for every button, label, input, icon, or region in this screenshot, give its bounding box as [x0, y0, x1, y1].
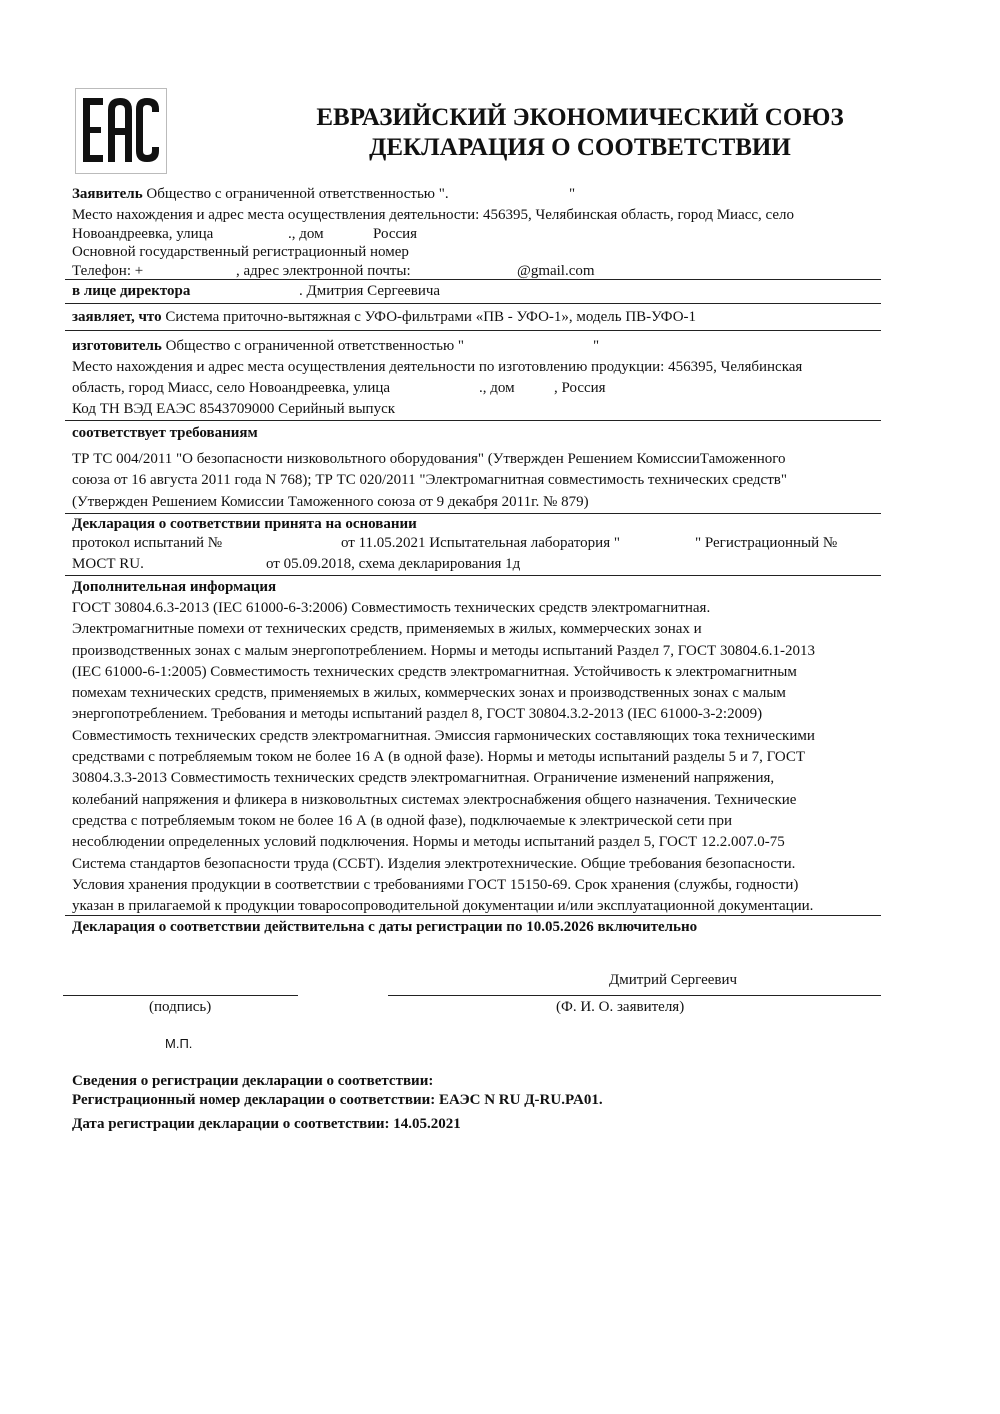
manufacturer-address-line2: область, город Миасс, село Новоандреевка, улица: [72, 380, 391, 396]
additional-label: Дополнительная информация: [72, 579, 277, 595]
document-title: ДЕКЛАРАЦИЯ О СООТВЕТСТВИИ: [369, 134, 791, 161]
additional-line: производственных зонах с малым энергопотреблением. Нормы и методы испытаний Раздел 7, ГОСТ 30804.6.1-2013: [72, 642, 815, 659]
name-caption: (Ф. И. О. заявителя): [556, 999, 685, 1015]
declares-label: заявляет, что: [72, 309, 162, 325]
signer-name: Дмитрий Сергеевич: [609, 972, 738, 988]
applicant-address-house: ., дом: [288, 226, 324, 242]
union-title: ЕВРАЗИЙСКИЙ ЭКОНОМИЧЕСКИЙ СОЮЗ: [316, 104, 844, 131]
representative-label: в лице директора: [72, 283, 191, 299]
applicant-line: [72, 184, 449, 205]
additional-line: колебаний напряжения и фликера в низковольтных системах электроснабжения общего назначения. Технические: [72, 791, 797, 808]
applicant-address-street: Новоандреевка, улица: [72, 226, 214, 242]
registration-heading: Сведения о регистрации декларации о соответствии:: [72, 1073, 434, 1089]
additional-line: средствами с потребляемым током не более 16 А (в одной фазе). Нормы и методы испытаний разделы 5 и 7, ГОСТ: [72, 749, 806, 766]
basis-label: Декларация о соответствии принята на основании: [72, 516, 417, 532]
product-name: Система приточно-вытяжная с УФО-фильтрами «ПВ - УФО-1», модель ПВ-УФО-1: [165, 309, 697, 325]
applicant-label: Заявитель: [72, 186, 143, 202]
basis-protocol: протокол испытаний №: [72, 535, 223, 551]
manufacturer-line: [72, 336, 464, 357]
declares-line: [72, 307, 696, 328]
eac-logo-icon: [75, 88, 167, 174]
eac-logo: [75, 88, 167, 174]
additional-line: (IEC 61000-6-1:2005) Совместимость технических средств электромагнитная. Устойчивость к электромагнитным: [72, 663, 797, 680]
divider: [65, 330, 881, 331]
requirements-label: соответствует требованиям: [72, 425, 258, 441]
applicant-email-label: , адрес электронной почты:: [236, 263, 411, 279]
requirements-line: ТР ТС 004/2011 "О безопасности низковольтного оборудования" (Утвержден Решением КомиссииТаможенного: [72, 451, 786, 467]
stamp-place: М.П.: [165, 1036, 193, 1051]
registration-number: Регистрационный номер декларации о соответствии: ЕАЭС N RU Д-RU.PA01.: [72, 1092, 603, 1108]
manufacturer-address-house: ., дом: [479, 380, 515, 396]
additional-line: 30804.3.3-2013 Совместимость технических средств электромагнитная. Ограничение изменений напряжения,: [72, 770, 775, 787]
applicant-phone-label: Телефон: +: [72, 263, 144, 279]
divider: [65, 420, 881, 421]
requirements-line: (Утвержден Решением Комиссии Таможенного союза от 9 декабря 2011г. № 879): [72, 493, 589, 510]
divider: [65, 303, 881, 304]
additional-line: Система стандартов безопасности труда (ССБТ). Изделия электротехнические. Общие требования безопасности.: [72, 855, 796, 872]
applicant-address-country: Россия: [373, 226, 418, 242]
signature-caption: (подпись): [149, 999, 212, 1015]
additional-line: Электромагнитные помехи от технических средств, применяемых в жилых, коммерческих зонах и: [72, 621, 702, 638]
applicant-name-suffix: ": [569, 186, 576, 202]
additional-line: несоблюдении определенных условий подключения. Нормы и методы испытаний раздел 5, ГОСТ 12.2.007.0-75: [72, 834, 785, 851]
manufacturer-name-suffix: ": [593, 338, 600, 354]
additional-line: Совместимость технических средств электромагнитная. Эмиссия гармонических составляющих тока техническими: [72, 727, 815, 744]
additional-line: энергопотреблением. Требования и методы испытаний раздел 8, ГОСТ 30804.3.2-2013 (IEC 61000-3-2:2009): [72, 706, 763, 723]
basis-protocol-date: от 11.05.2021 Испытательная лаборатория ": [341, 535, 620, 551]
manufacturer-tnved: Код ТН ВЭД ЕАЭС 8543709000 Серийный выпуск: [72, 401, 396, 417]
manufacturer-address-country: , Россия: [554, 380, 606, 396]
basis-line2-rest: от 05.09.2018, схема декларирования 1д: [266, 556, 521, 572]
applicant-name-prefix: Общество с ограниченной ответственностью ".: [146, 186, 449, 202]
additional-line: ГОСТ 30804.6.3-2013 (IEC 61000-6-3:2006) Совместимость технических средств электромагнитная.: [72, 600, 711, 616]
manufacturer-address-line1: Место нахождения и адрес места осуществления деятельности по изготовлению продукции: 456395, Челябинская: [72, 359, 803, 375]
requirements-line: союза от 16 августа 2011 года N 768); ТР ТС 020/2011 "Электромагнитная совместимость технических средств": [72, 472, 787, 489]
name-line: [388, 995, 881, 996]
divider: [65, 915, 881, 916]
representative-label-wrap: [72, 281, 190, 302]
divider: [65, 279, 881, 280]
additional-line: средства с потребляемым током не более 16 А (в одной фазе), подключаемые к электрической сети при: [72, 812, 732, 829]
additional-line: указан в прилагаемой к продукции товаросопроводительной документации и/или эксплуатационной документации.: [72, 898, 814, 915]
basis-reg-number: " Регистрационный №: [695, 535, 838, 551]
applicant-ogrn: Основной государственный регистрационный номер: [72, 244, 409, 260]
signature-line: [63, 995, 298, 996]
basis-line2-prefix: МОСТ RU.: [72, 556, 144, 572]
registration-date: Дата регистрации декларации о соответствии: 14.05.2021: [72, 1116, 461, 1132]
additional-line: Условия хранения продукции в соответствии с требованиями ГОСТ 15150-69. Срок хранения (службы, годности): [72, 876, 799, 893]
manufacturer-label: изготовитель: [72, 338, 162, 354]
divider: [65, 575, 881, 576]
additional-text: [72, 598, 872, 917]
manufacturer-name-prefix: Общество с ограниченной ответственностью ": [165, 338, 465, 354]
applicant-email-domain: @gmail.com: [517, 263, 595, 279]
additional-line: помехам технических средств, применяемых в жилых, коммерческих зонах и производственных зонах с малым: [72, 685, 786, 702]
validity-statement: Декларация о соответствии действительна с даты регистрации по 10.05.2026 включительно: [72, 919, 698, 935]
requirements-text: [72, 449, 872, 513]
representative-name: . Дмитрия Сергеевича: [299, 283, 441, 299]
applicant-address-line1: Место нахождения и адрес места осуществления деятельности: 456395, Челябинская область, город Миасс, село: [72, 207, 795, 223]
